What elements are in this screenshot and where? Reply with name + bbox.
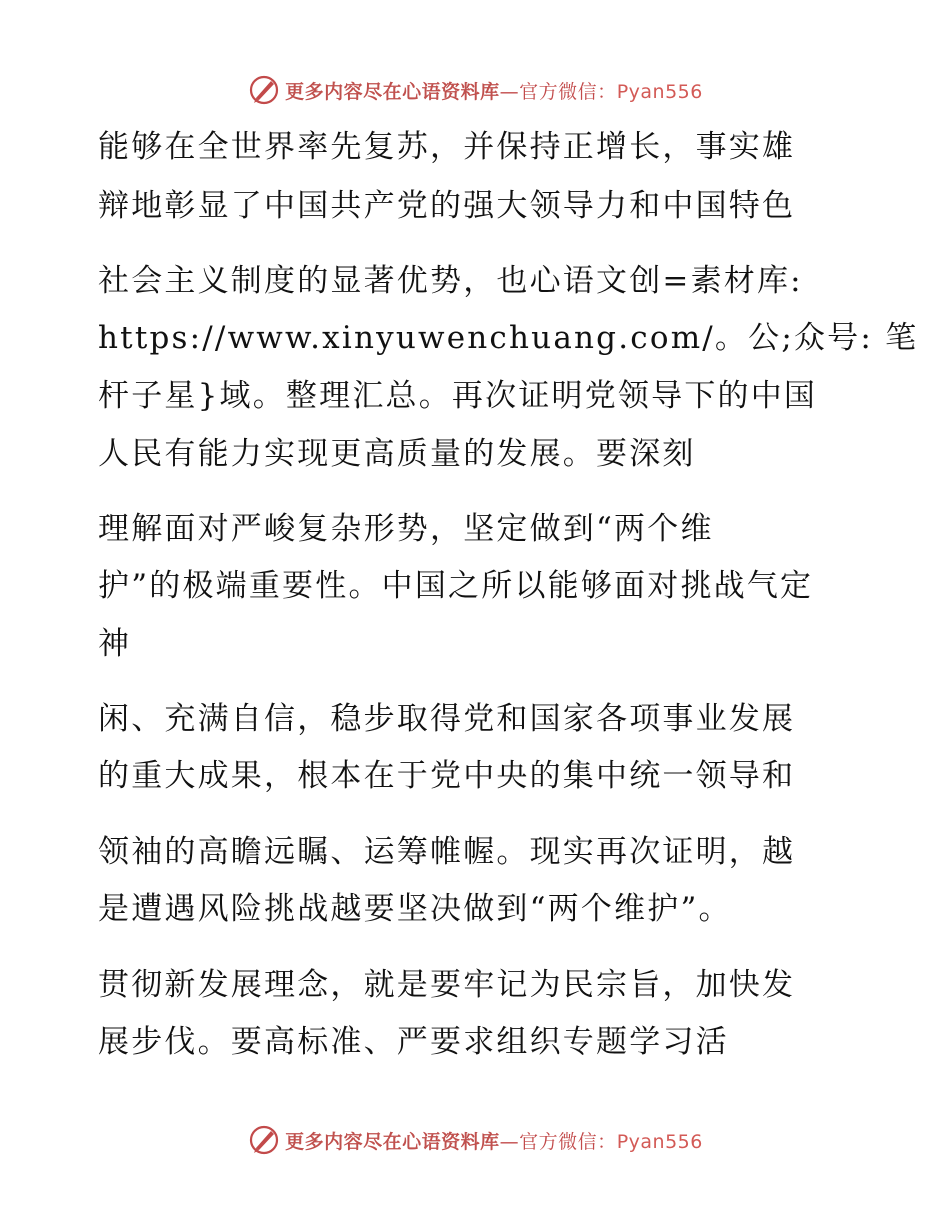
- watermark-text: [285, 1127, 703, 1154]
- body-line: 辩地彰显了中国共产党的强大领导力和中国特色: [98, 188, 796, 224]
- body-line: 杆子星}域。整理汇总。再次证明党领导下的中国: [98, 378, 818, 414]
- watermark-official: 官方微信：: [519, 1130, 617, 1153]
- quill-pen-seal-icon: [247, 1123, 281, 1157]
- watermark-handle: Pyan556: [616, 80, 703, 103]
- body-line: https://www.xinyuwenchuang.com/。公;众号: 笔: [98, 320, 919, 356]
- body-line: 能够在全世界率先复苏，并保持正增长，事实雄: [98, 129, 796, 165]
- watermark-official: 官方微信：: [519, 80, 617, 103]
- watermark-dash: —: [499, 80, 520, 103]
- header-watermark: [0, 70, 950, 110]
- body-line: 闲、充满自信，稳步取得党和国家各项事业发展: [98, 701, 796, 737]
- footer-watermark: [0, 1120, 950, 1160]
- watermark-brand: 更多内容尽在心语资料库: [285, 80, 500, 103]
- body-line: 人民有能力实现更高质量的发展。要深刻: [98, 436, 696, 472]
- body-line: 贯彻新发展理念，就是要牢记为民宗旨，加快发: [98, 967, 796, 1003]
- quill-pen-seal-icon: [247, 73, 281, 107]
- watermark-brand: 更多内容尽在心语资料库: [285, 1130, 500, 1153]
- body-line: 神: [98, 626, 132, 662]
- body-line: 展步伐。要高标准、严要求组织专题学习活: [98, 1024, 729, 1060]
- body-line: 理解面对严峻复杂形势，坚定做到“两个维: [98, 511, 714, 547]
- watermark-dash: —: [499, 1130, 520, 1153]
- watermark-handle: Pyan556: [616, 1130, 703, 1153]
- body-line: 社会主义制度的显著优势，也心语文创=素材库:: [98, 263, 803, 299]
- body-line: 领袖的高瞻远瞩、运筹帷幄。现实再次证明，越: [98, 834, 796, 870]
- body-line: 护”的极端重要性。中国之所以能够面对挑战气定: [98, 568, 814, 604]
- watermark-text: [285, 77, 703, 104]
- body-line: 的重大成果，根本在于党中央的集中统一领导和: [98, 758, 796, 794]
- body-line: 是遭遇风险挑战越要坚决做到“两个维护”。: [98, 891, 732, 927]
